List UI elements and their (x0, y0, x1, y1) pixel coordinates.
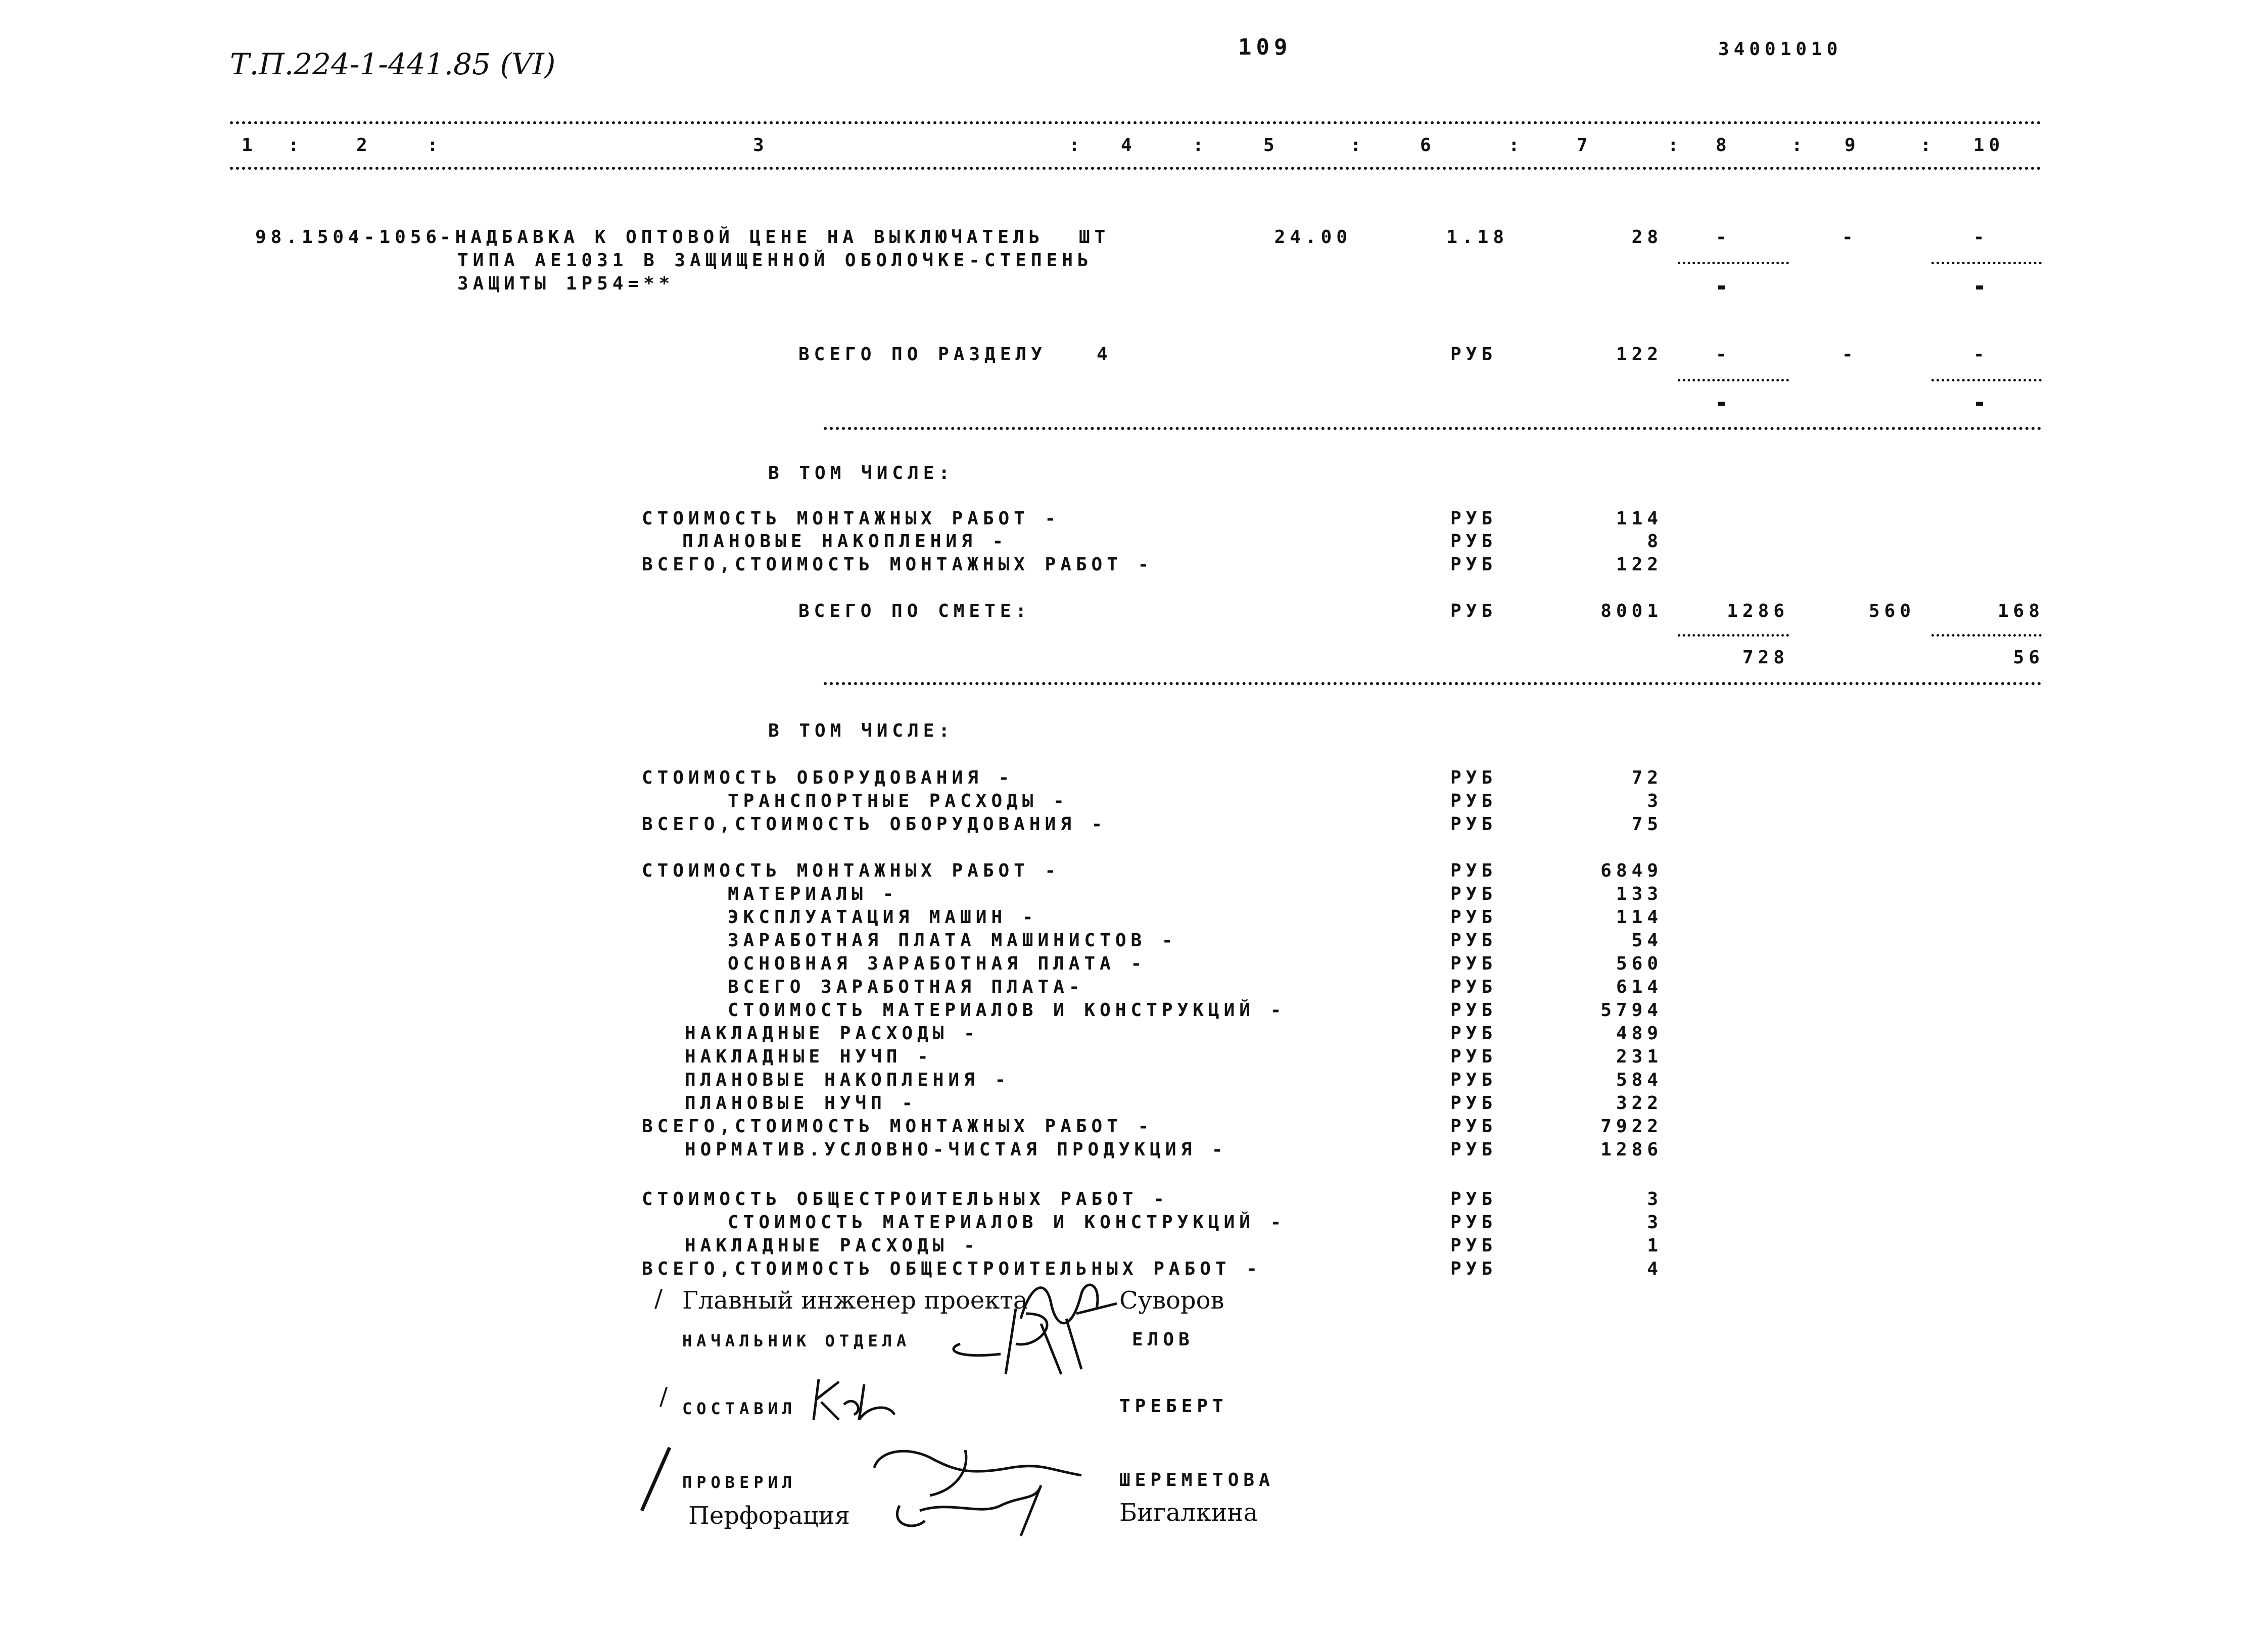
list-item-label: НОРМАТИВ.УСЛОВНО-ЧИСТАЯ ПРОДУКЦИЯ - (685, 1139, 1227, 1160)
list-item-value: 114 (1616, 508, 1663, 529)
col-header-7: 7 (1577, 135, 1592, 156)
compiled-label: СОСТАВИЛ (682, 1399, 797, 1418)
item-description-line: ЗАЩИТЫ 1Р54=** (457, 273, 675, 294)
list-item-unit: РУБ (1450, 907, 1497, 928)
list-item-value: 1 (1647, 1235, 1663, 1256)
list-item-unit: РУБ (1450, 531, 1497, 552)
estimate-total-col10-below: 56 (2013, 647, 2044, 668)
estimate-total-col9: 560 (1868, 601, 1915, 621)
section-total-col8: - (1716, 344, 1731, 365)
list-item-unit: РУБ (1450, 1212, 1497, 1233)
empty-mark (1718, 285, 1725, 289)
including-heading: В ТОМ ЧИСЛЕ: (768, 720, 955, 741)
list-item-value: 122 (1616, 554, 1663, 575)
checked-signature-slash (637, 1445, 677, 1516)
list-item-unit: РУБ (1450, 1000, 1497, 1021)
list-item-label: СТОИМОСТЬ МОНТАЖНЫХ РАБОТ - (642, 860, 1061, 881)
section-total-unit: РУБ (1450, 344, 1497, 365)
list-item-unit: РУБ (1450, 554, 1497, 575)
list-item-unit: РУБ (1450, 953, 1497, 974)
col-sep: : (1193, 135, 1208, 156)
list-item-unit: РУБ (1450, 1046, 1497, 1067)
list-item-value: 614 (1616, 977, 1663, 997)
list-item-value: 4 (1647, 1259, 1663, 1279)
dept-head-name: ЕЛОВ (1132, 1329, 1194, 1350)
list-item-label: ПЛАНОВЫЕ НАКОПЛЕНИЯ - (685, 1070, 1011, 1090)
estimate-total-col10: 168 (1997, 601, 2044, 621)
item-col10: - (1973, 227, 1989, 248)
list-item-value: 7922 (1600, 1116, 1663, 1137)
col-header-1: 1 (242, 135, 257, 156)
split-rule-col10 (1931, 262, 2042, 264)
list-item-unit: РУБ (1450, 1023, 1497, 1044)
list-item-label: ОСНОВНАЯ ЗАРАБОТНАЯ ПЛАТА - (728, 953, 1147, 974)
list-item-value: 6849 (1600, 860, 1663, 881)
list-item-value: 584 (1616, 1070, 1663, 1090)
list-item-label: ПЛАНОВЫЕ НАКОПЛЕНИЯ - (682, 531, 1008, 552)
section-rule (824, 427, 2042, 430)
col-header-9: 9 (1845, 135, 1860, 156)
list-item-label: ТРАНСПОРТНЫЕ РАСХОДЫ - (728, 791, 1069, 811)
item-code: 98.1504-1056 (255, 227, 442, 248)
list-item-label: СТОИМОСТЬ МАТЕРИАЛОВ И КОНСТРУКЦИЙ - (728, 1212, 1286, 1233)
list-item-value: 114 (1616, 907, 1663, 928)
col-sep: : (427, 135, 443, 156)
list-item-label: НАКЛАДНЫЕ НУЧП - (685, 1046, 933, 1067)
list-item-label: СТОИМОСТЬ МОНТАЖНЫХ РАБОТ - (642, 508, 1061, 529)
col-header-5: 5 (1263, 135, 1279, 156)
list-item-label: ЭКСПЛУАТАЦИЯ МАШИН - (728, 907, 1038, 928)
item-col6: 1.18 (1446, 227, 1508, 248)
list-item-label: ВСЕГО ЗАРАБОТНАЯ ПЛАТА- (728, 977, 1084, 997)
empty-mark (1976, 402, 1983, 406)
section-total-col9: - (1842, 344, 1858, 365)
list-item-value: 3 (1647, 1189, 1663, 1210)
page-number: 109 (1238, 34, 1292, 60)
item-description-line: ТИПА АЕ1031 В ЗАЩИЩЕННОЙ ОБОЛОЧКЕ-СТЕПЕНЬ (457, 250, 1093, 271)
col-header-6: 6 (1420, 135, 1436, 156)
item-col9: - (1842, 227, 1858, 248)
col-sep: : (1920, 135, 1936, 156)
list-item-unit: РУБ (1450, 1093, 1497, 1114)
list-item-label: ВСЕГО,СТОИМОСТЬ МОНТАЖНЫХ РАБОТ - (642, 1116, 1154, 1137)
col-sep: : (1508, 135, 1524, 156)
section-total-col10: - (1973, 344, 1989, 365)
item-col8: - (1716, 227, 1731, 248)
list-item-unit: РУБ (1450, 977, 1497, 997)
col-sep: : (1791, 135, 1807, 156)
list-item-value: 489 (1616, 1023, 1663, 1044)
list-item-label: ПЛАНОВЫЕ НУЧП - (685, 1093, 918, 1114)
split-rule-col8 (1678, 262, 1789, 264)
list-item-unit: РУБ (1450, 814, 1497, 835)
including-heading: В ТОМ ЧИСЛЕ: (768, 463, 955, 484)
col-header-8: 8 (1716, 135, 1731, 156)
list-item-label: ВСЕГО,СТОИМОСТЬ ОБОРУДОВАНИЯ - (642, 814, 1107, 835)
list-item-value: 1286 (1600, 1139, 1663, 1160)
list-item-unit: РУБ (1450, 767, 1497, 788)
list-item-label: МАТЕРИАЛЫ - (728, 884, 899, 904)
list-item-unit: РУБ (1450, 791, 1497, 811)
estimate-total-col8-below: 728 (1742, 647, 1789, 668)
list-item-value: 8 (1647, 531, 1663, 552)
split-rule-col8 (1678, 379, 1789, 381)
list-item-label: СТОИМОСТЬ ОБЩЕСТРОИТЕЛЬНЫХ РАБОТ - (642, 1189, 1169, 1210)
document-code: 34001010 (1718, 39, 1842, 60)
list-item-unit: РУБ (1450, 860, 1497, 881)
item-col7: 28 (1631, 227, 1663, 248)
split-rule-col8 (1678, 634, 1789, 637)
list-item-value: 54 (1631, 930, 1663, 951)
list-item-unit: РУБ (1450, 508, 1497, 529)
col-header-10: 10 (1973, 135, 2005, 156)
col-header-4: 4 (1121, 135, 1137, 156)
list-item-label: ВСЕГО,СТОИМОСТЬ МОНТАЖНЫХ РАБОТ - (642, 554, 1154, 575)
list-item-label: СТОИМОСТЬ МАТЕРИАЛОВ И КОНСТРУКЦИЙ - (728, 1000, 1286, 1021)
list-item-value: 5794 (1600, 1000, 1663, 1021)
col-sep: : (1069, 135, 1084, 156)
split-rule-col10 (1931, 379, 2042, 381)
list-item-unit: РУБ (1450, 884, 1497, 904)
list-item-unit: РУБ (1450, 1139, 1497, 1160)
split-rule-col10 (1931, 634, 2042, 637)
list-item-label: НАКЛАДНЫЕ РАСХОДЫ - (685, 1235, 979, 1256)
dept-head-signature (940, 1304, 1102, 1384)
perforation-label: Перфорация (688, 1502, 850, 1530)
compiled-signature (809, 1374, 900, 1425)
list-item-unit: РУБ (1450, 1235, 1497, 1256)
empty-mark (1976, 285, 1983, 289)
item-col5: 24.00 (1274, 227, 1352, 248)
header-bottom-rule (230, 167, 2042, 170)
list-item-value: 133 (1616, 884, 1663, 904)
chief-engineer-name: Суворов (1119, 1286, 1224, 1315)
list-item-unit: РУБ (1450, 1189, 1497, 1210)
chief-engineer-label: Главный инженер проекта (682, 1286, 1028, 1315)
section-total-value: 122 (1616, 344, 1663, 365)
list-item-value: 560 (1616, 953, 1663, 974)
col-header-3: 3 (753, 135, 769, 156)
estimate-total-unit: РУБ (1450, 601, 1497, 621)
col-sep: : (1350, 135, 1366, 156)
list-item-label: ЗАРАБОТНАЯ ПЛАТА МАШИНИСТОВ - (728, 930, 1177, 951)
compiled-slash: / (659, 1382, 668, 1411)
header-top-rule (230, 121, 2042, 124)
section-total-label: ВСЕГО ПО РАЗДЕЛУ (798, 344, 1047, 365)
list-item-unit: РУБ (1450, 930, 1497, 951)
list-item-value: 231 (1616, 1046, 1663, 1067)
estimate-total-label: ВСЕГО ПО СМЕТЕ: (798, 601, 1031, 621)
item-unit: ШТ (1079, 227, 1110, 248)
compiled-name: ТРЕБЕРТ (1119, 1396, 1228, 1417)
list-item-unit: РУБ (1450, 1070, 1497, 1090)
checked-label: ПРОВЕРИЛ (682, 1473, 797, 1492)
list-item-unit: РУБ (1450, 1259, 1497, 1279)
col-header-2: 2 (356, 135, 372, 156)
item-description-line: -НАДБАВКА К ОПТОВОЙ ЦЕНЕ НА ВЫКЛЮЧАТЕЛЬ (440, 227, 1045, 248)
list-item-value: 3 (1647, 1212, 1663, 1233)
estimate-total-col8: 1286 (1727, 601, 1789, 621)
estimate-rule (824, 682, 2042, 685)
list-item-value: 322 (1616, 1093, 1663, 1114)
list-item-label: НАКЛАДНЫЕ РАСХОДЫ - (685, 1023, 979, 1044)
perforation-name: Бигалкина (1119, 1499, 1258, 1527)
section-total-number: 4 (1097, 344, 1112, 365)
checked-signature (869, 1440, 1102, 1541)
col-sep: : (1668, 135, 1683, 156)
list-item-value: 75 (1631, 814, 1663, 835)
chief-engineer-slash: / (654, 1284, 663, 1313)
list-item-label: ВСЕГО,СТОИМОСТЬ ОБЩЕСТРОИТЕЛЬНЫХ РАБОТ - (642, 1259, 1262, 1279)
dept-head-label: НАЧАЛЬНИК ОТДЕЛА (682, 1331, 911, 1350)
list-item-unit: РУБ (1450, 1116, 1497, 1137)
list-item-value: 3 (1647, 791, 1663, 811)
list-item-value: 72 (1631, 767, 1663, 788)
checked-name: ШЕРЕМЕТОВА (1119, 1470, 1274, 1490)
col-sep: : (288, 135, 304, 156)
estimate-total-value: 8001 (1600, 601, 1663, 621)
document-reference: Т.П.224-1-441.85 (VI) (230, 47, 556, 81)
empty-mark (1718, 402, 1725, 406)
list-item-label: СТОИМОСТЬ ОБОРУДОВАНИЯ - (642, 767, 1014, 788)
